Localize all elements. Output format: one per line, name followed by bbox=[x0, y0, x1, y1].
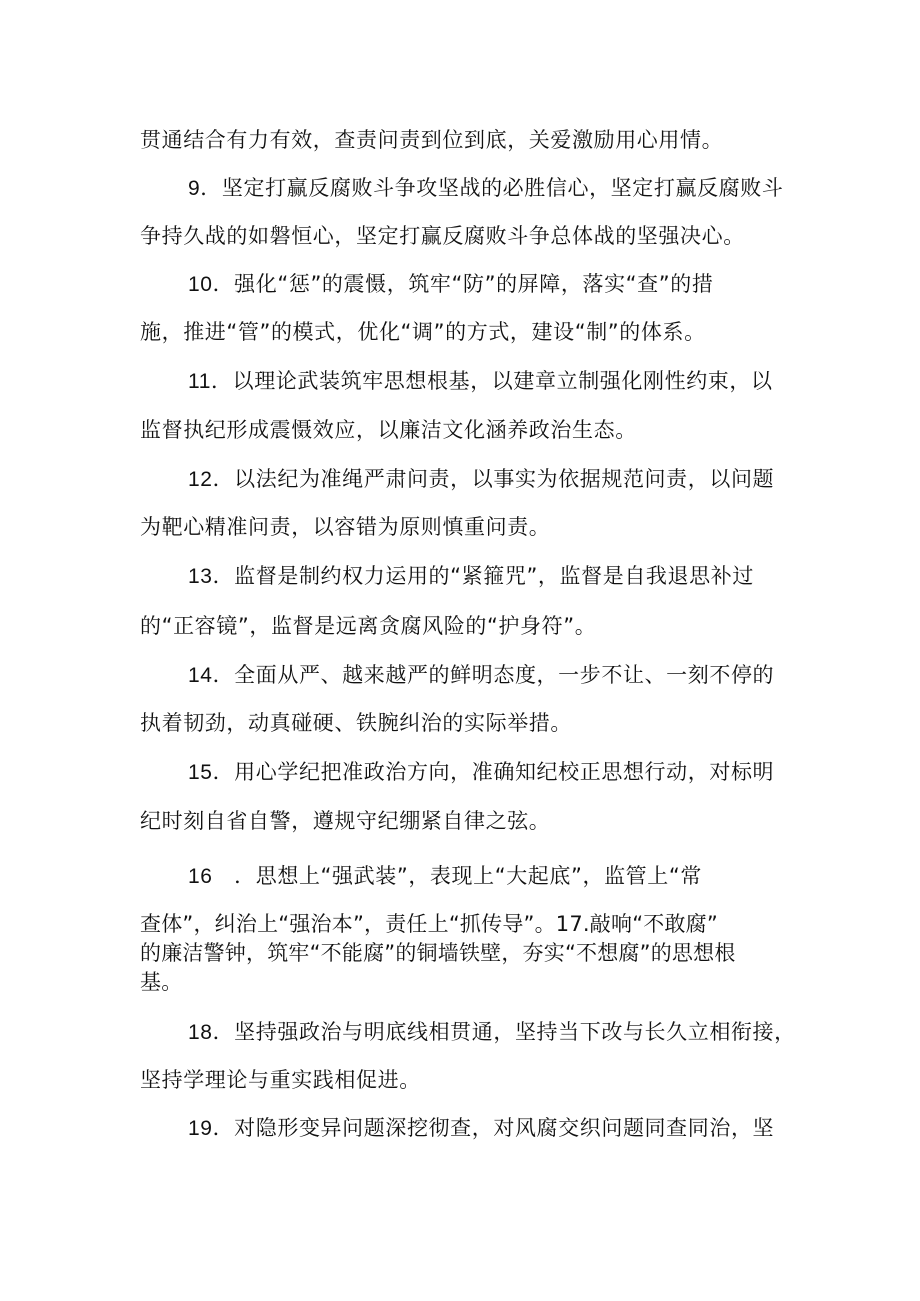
item-number: 11 bbox=[188, 370, 211, 393]
item-number: 10 bbox=[188, 273, 213, 296]
item-12-line-1: 12．以法纪为准绳严肃问责，以事实为依据规范问责，以问题 bbox=[188, 465, 838, 494]
item-15-line-1: 15．用心学纪把准政治方向，准确知纪校正思想行动，对标明 bbox=[188, 758, 838, 787]
item-17-line-2: 基。 bbox=[140, 970, 183, 994]
item-number: 15 bbox=[188, 761, 213, 784]
item-13-line-2: 的“正容镜”，监督是远离贪腐风险的“护身符”。 bbox=[140, 614, 597, 638]
item-number: 19 bbox=[188, 1117, 213, 1140]
item-14-line-1: 14．全面从严、越来越严的鲜明态度，一步不让、一刻不停的 bbox=[188, 661, 838, 690]
item-10-line-1: 10．强化“惩”的震慑，筑牢“防”的屏障，落实“查”的措 bbox=[188, 270, 838, 299]
item-9-line-2: 争持久战的如磐恒心，坚定打赢反腐败斗争总体战的坚强决心。 bbox=[140, 224, 745, 248]
item-11-line-2: 监督执纪形成震慑效应，以廉洁文化涵养政治生态。 bbox=[140, 418, 637, 442]
item-17-line-1: 的廉洁警钟，筑牢“不能腐”的铜墙铁壁，夯实“不想腐”的思想根 bbox=[140, 941, 736, 965]
item-number: 9 bbox=[188, 177, 201, 200]
item-18-line-1: 18．坚持强政治与明底线相贯通，坚持当下改与长久立相衔接， bbox=[188, 1018, 838, 1047]
item-16-line-1: 16 ．思想上“强武装”，表现上“大起底”，监管上“常 bbox=[188, 862, 838, 891]
item-number: 12 bbox=[188, 468, 213, 491]
item-number: 13 bbox=[188, 565, 213, 588]
item-10-line-2: 施，推进“管”的模式，优化“调”的方式，建设“制”的体系。 bbox=[140, 320, 706, 344]
item-number: 14 bbox=[188, 664, 213, 687]
paragraph-line: 贯通结合有力有效，查责问责到位到底，关爱激励用心用情。 bbox=[140, 128, 724, 152]
item-number: 18 bbox=[188, 1021, 213, 1044]
item-19-line-1: 19．对隐形变异问题深挖彻查，对风腐交织问题同查同治，坚 bbox=[188, 1114, 838, 1143]
item-14-line-2: 执着韧劲，动真碰硬、铁腕纠治的实际举措。 bbox=[140, 711, 572, 735]
item-11-line-1: 11．以理论武装筑牢思想根基，以建章立制强化刚性约束，以 bbox=[188, 367, 838, 396]
item-12-line-2: 为靶心精准问责，以容错为原则慎重问责。 bbox=[140, 515, 551, 539]
item-number: 16 bbox=[188, 865, 213, 888]
item-18-line-2: 坚持学理论与重实践相促进。 bbox=[140, 1068, 421, 1092]
item-9-line-1: 9．坚定打赢反腐败斗争攻坚战的必胜信心，坚定打赢反腐败斗 bbox=[188, 174, 838, 203]
item-15-line-2: 纪时刻自省自警，遵规守纪绷紧自律之弦。 bbox=[140, 809, 551, 833]
item-13-line-1: 13．监督是制约权力运用的“紧箍咒”，监督是自我退思补过 bbox=[188, 562, 838, 591]
item-16-line-2: 查体”，纠治上“强治本”，责任上“抓传导”。17.敲响“不敢腐” bbox=[140, 912, 718, 936]
